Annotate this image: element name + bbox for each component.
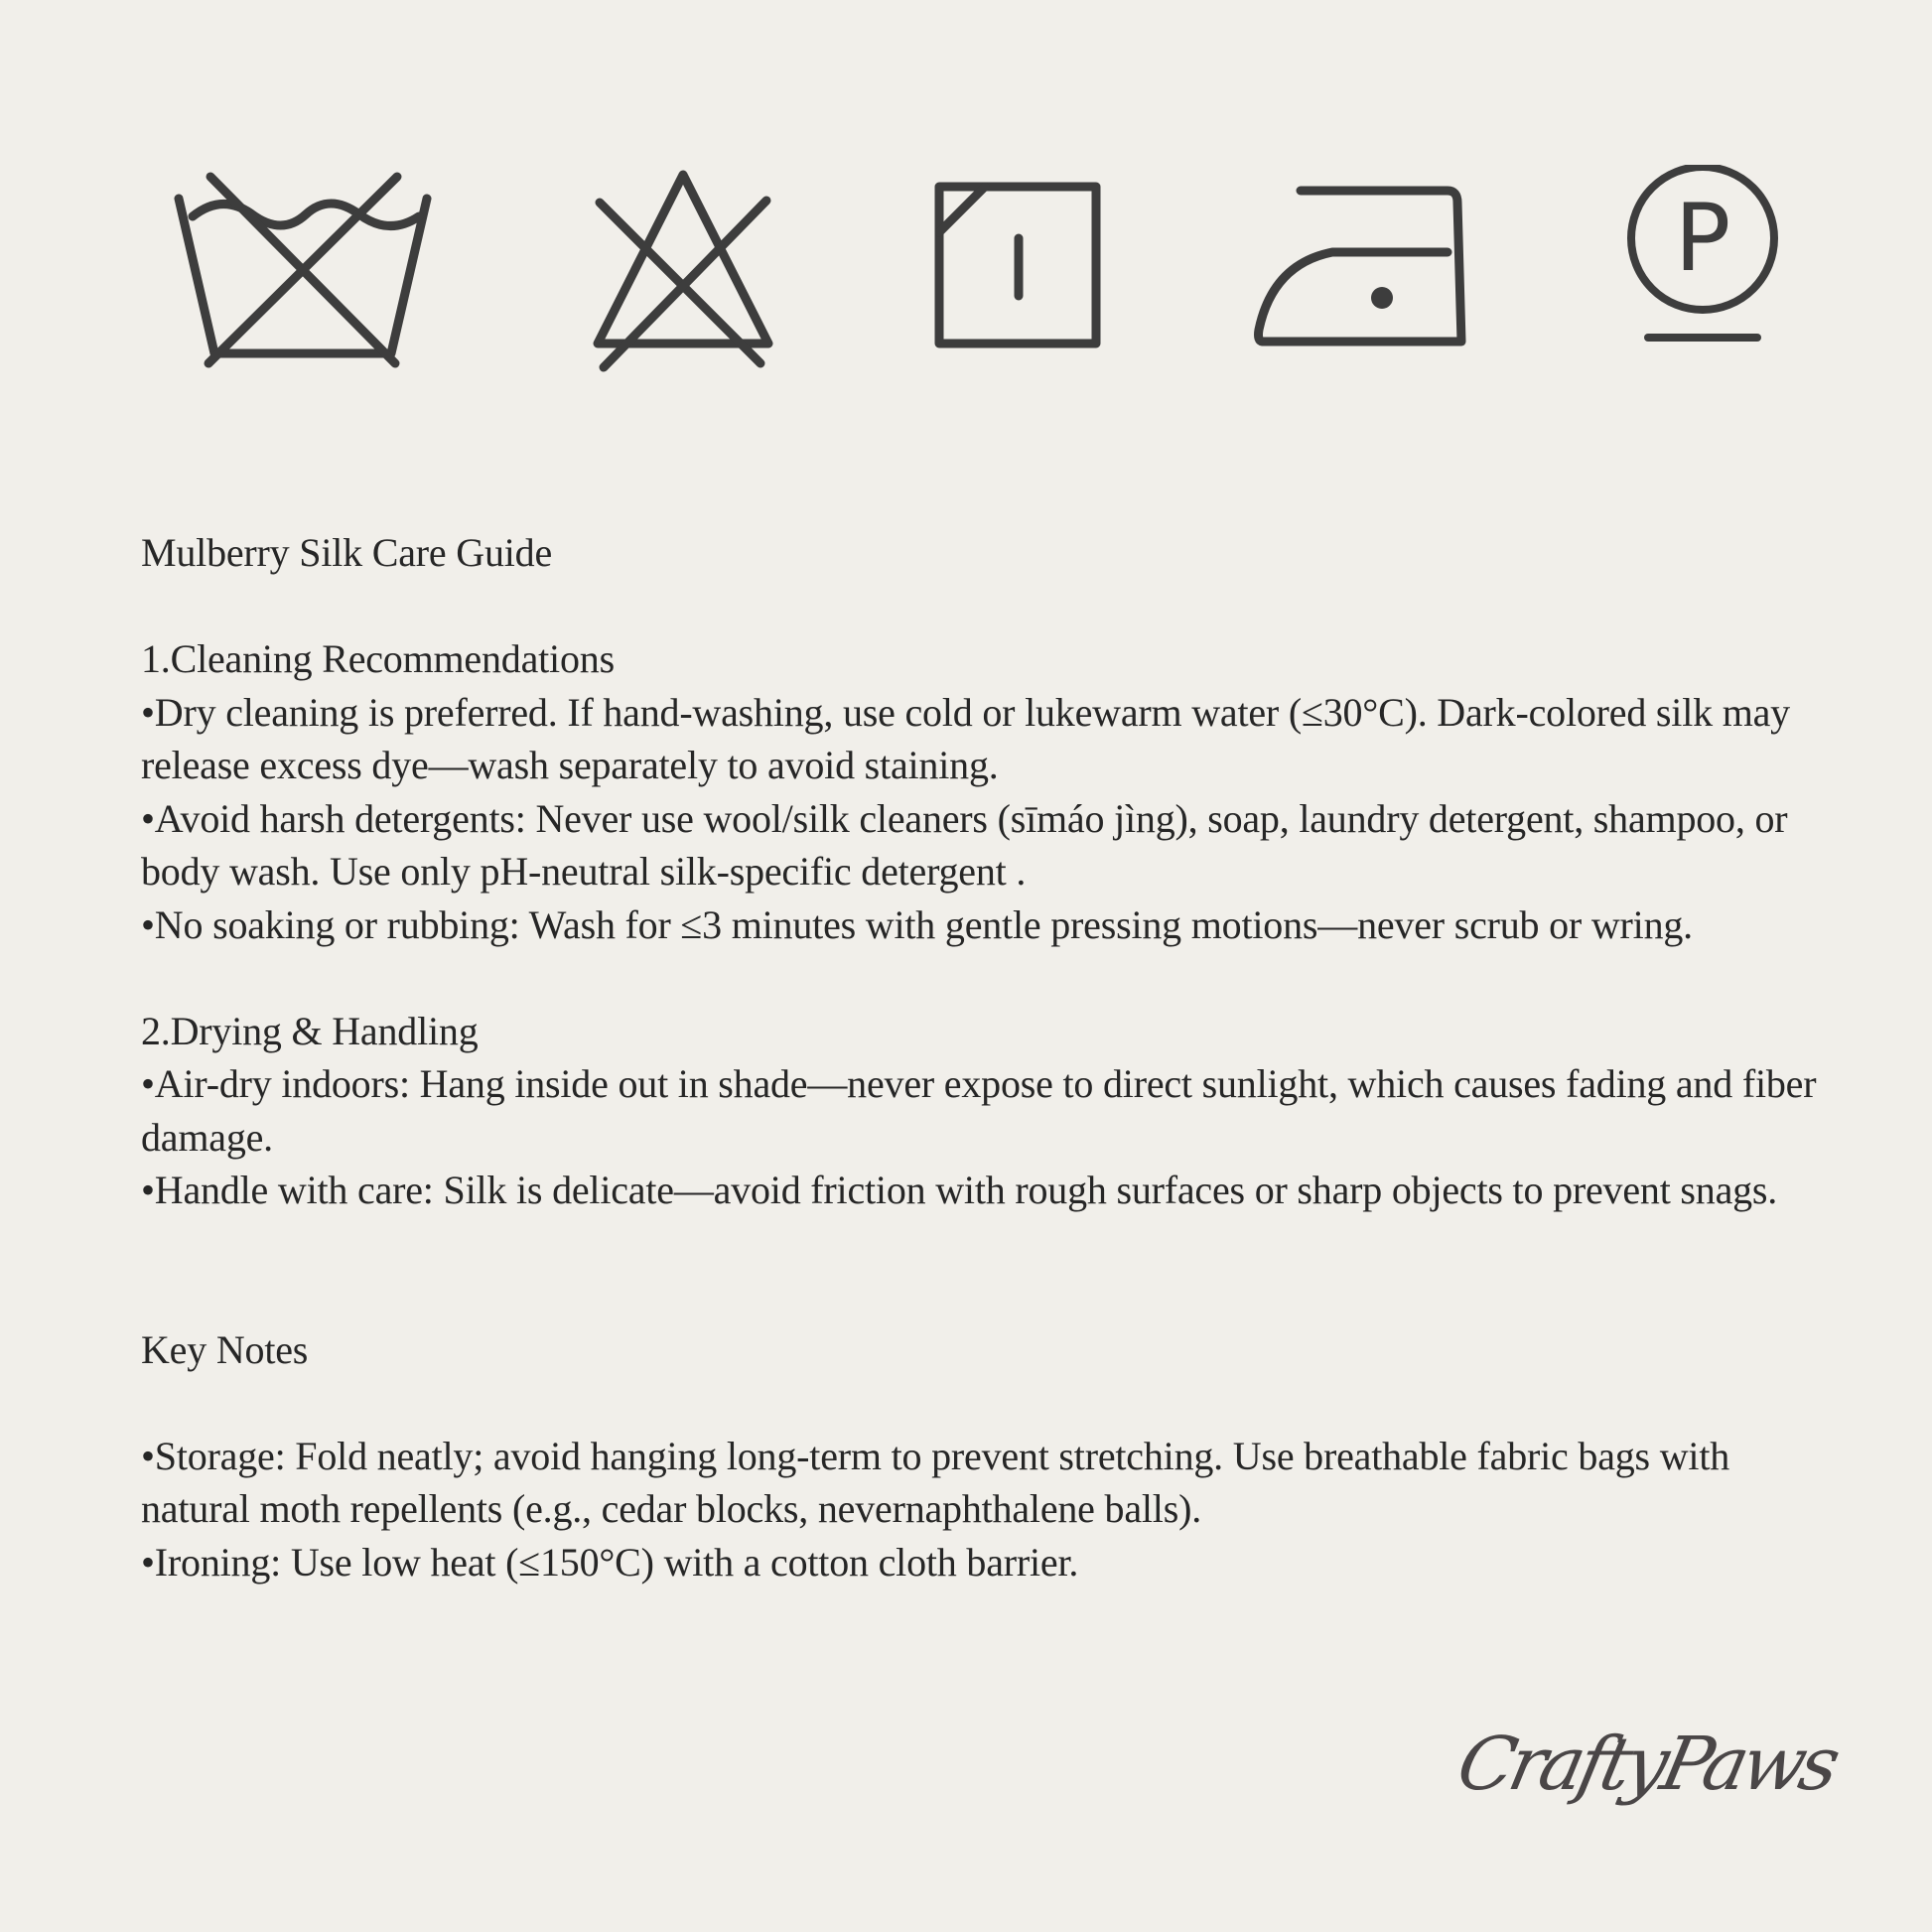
dry-clean-p-icon xyxy=(1618,165,1787,344)
care-symbols-row xyxy=(0,159,1932,377)
cleaning-bullet: •No soaking or rubbing: Wash for ≤3 minutes with gentle pressing motions—never scrub or wring. xyxy=(141,901,1693,947)
drying-bullet: •Handle with care: Silk is delicate—avoid friction with rough surfaces or sharp objects to prevent snags. xyxy=(141,1168,1778,1212)
drying-bullet: •Air-dry indoors: Hang inside out in shade—never expose to direct sunlight, which causes fading and fiber damage. xyxy=(141,1061,1817,1160)
key-notes-bullet: •Storage: Fold neatly; avoid hanging long-term to prevent stretching. Use breathable fabric bags with natural moth repellents (e.g., cedar blocks, nevernaphthalene balls). xyxy=(141,1433,1730,1531)
care-guide xyxy=(141,526,1829,1588)
drying-heading: 2.Drying & Handling xyxy=(141,1008,479,1053)
key-notes-bullet: •Ironing: Use low heat (≤150°C) with a cotton cloth barrier. xyxy=(141,1539,1079,1585)
key-notes-heading: Key Notes xyxy=(141,1326,309,1372)
cleaning-bullet: •Avoid harsh detergents: Never use wool/silk cleaners (sīmáo jìng), soap, laundry detergent, shampoo, or body wash. Use only pH-neutral silk-specific detergent . xyxy=(141,795,1788,894)
dry-flat-in-shade-icon xyxy=(933,181,1102,349)
dry-clean-letter: P xyxy=(1674,185,1731,293)
do-not-bleach-icon xyxy=(586,165,784,377)
brand-logo: CraftyPaws xyxy=(1449,1722,1844,1807)
iron-low-heat-icon xyxy=(1253,183,1471,351)
guide-title: Mulberry Silk Care Guide xyxy=(141,530,553,575)
cleaning-heading: 1.Cleaning Recommendations xyxy=(141,636,615,681)
cleaning-bullet: •Dry cleaning is preferred. If hand-washing, use cold or lukewarm water (≤30°C). Dark-colored silk may release excess dye—wash separately to avoid staining. xyxy=(141,689,1790,787)
do-not-wash-icon xyxy=(171,165,437,377)
